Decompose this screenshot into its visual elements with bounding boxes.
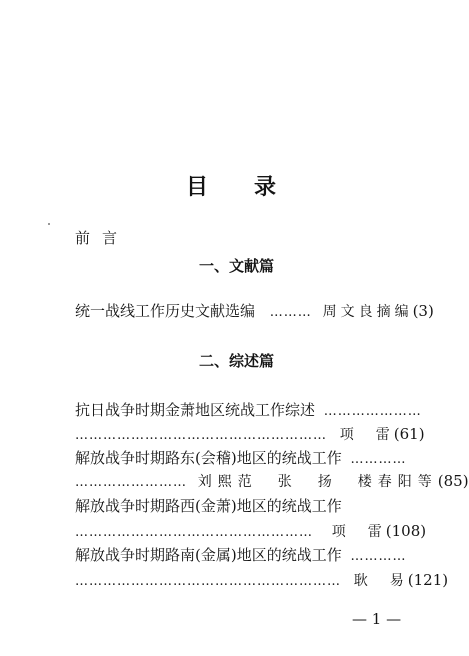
preface-entry[interactable]: 前言 [75, 229, 130, 247]
toc-entry-author: 耿 易 [353, 573, 408, 589]
toc-entry-page: (85) [437, 472, 469, 490]
toc-entry-title: 解放战争时期路东(会稽)地区的统战工作 [75, 449, 342, 467]
toc-entry[interactable] [75, 451, 407, 466]
toc-leader-dots: ……… [269, 305, 312, 320]
toc-entry-page: (108) [385, 522, 427, 540]
toc-entry[interactable] [75, 499, 342, 514]
toc-entry[interactable] [75, 548, 407, 563]
toc-entry-author: 周文良摘编 [322, 304, 413, 320]
toc-leader-dots: ………………… [323, 404, 422, 419]
toc-entry-page: (61) [393, 425, 425, 443]
toc-leader-dots: ………… [350, 549, 407, 564]
toc-entry-continuation[interactable] [75, 427, 425, 442]
section-heading-overview: 二、综述篇 [199, 352, 275, 370]
toc-entry-continuation[interactable] [75, 573, 448, 588]
toc-leader-dots: …………………… [75, 475, 187, 490]
toc-entry-page: (3) [412, 302, 434, 320]
toc-entry-title: 解放战争时期路南(金属)地区的统战工作 [75, 546, 342, 564]
toc-entry-page: (121) [407, 571, 449, 589]
toc-leader-dots: ……………………………………………… [75, 428, 327, 443]
toc-entry-title: 统一战线工作历史文献选编 [75, 302, 256, 320]
page-number: — 1 — [352, 610, 402, 628]
toc-entry-author: 刘熙范 张 扬 楼春阳等 [197, 474, 438, 490]
toc-entry-continuation[interactable] [75, 474, 469, 489]
toc-entry[interactable] [75, 403, 422, 418]
toc-leader-dots: ………… [350, 452, 407, 467]
scan-speck [48, 223, 50, 225]
toc-leader-dots: …………………………………………… [75, 525, 313, 540]
toc-entry-title: 抗日战争时期金萧地区统战工作综述 [75, 401, 316, 419]
section-heading-documents: 一、文献篇 [199, 257, 275, 275]
toc-entry[interactable] [75, 304, 434, 319]
toc-entry-continuation[interactable] [75, 524, 426, 539]
toc-entry-author: 项 雷 [339, 427, 394, 443]
toc-entry-author: 项 雷 [331, 524, 386, 540]
toc-leader-dots: ………………………………………………… [75, 574, 341, 589]
page-title: 目录 [186, 174, 323, 200]
toc-entry-title: 解放战争时期路西(金萧)地区的统战工作 [75, 497, 342, 515]
